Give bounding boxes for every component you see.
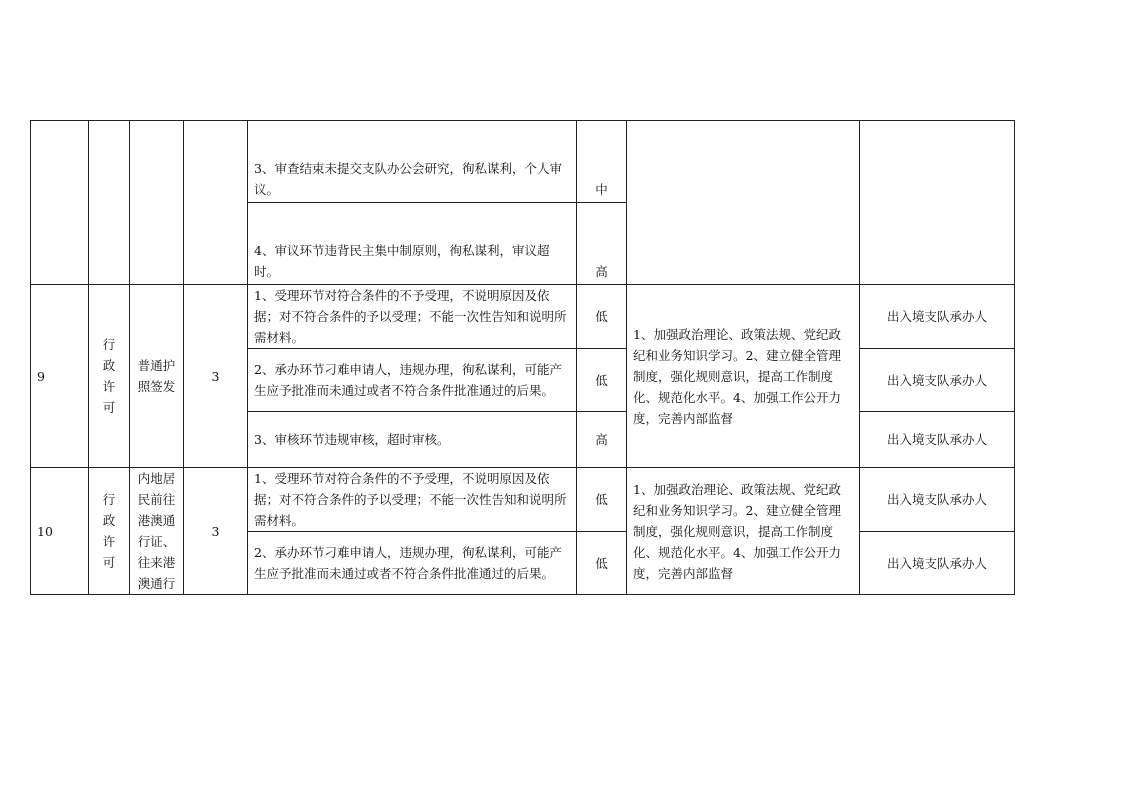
item-name-line: 港澳通 <box>137 513 176 528</box>
row-number: 10 <box>31 468 89 595</box>
risk-level: 低 <box>577 532 627 595</box>
category-cell <box>89 285 130 468</box>
responsible-party: 出入境支队承办人 <box>860 412 1015 468</box>
item-name-line: 澳通行 <box>137 576 176 591</box>
category-char: 行 <box>102 492 116 507</box>
responsible-party: 出入境支队承办人 <box>860 349 1015 412</box>
item-name-line: 照签发 <box>137 379 176 394</box>
category-char: 许 <box>102 379 116 394</box>
risk-level: 低 <box>577 349 627 412</box>
category-char: 可 <box>102 400 116 415</box>
risk-description: 1、受理环节对符合条件的不予受理，不说明原因及依据；对不符合条件的予以受理；不能一次性告知和说明所需材料。 <box>248 285 577 349</box>
count-cell-empty <box>184 121 248 285</box>
risk-table <box>30 120 1015 595</box>
item-name-line: 行证、 <box>137 534 176 549</box>
item-name-cell <box>130 285 184 468</box>
risk-level: 低 <box>577 468 627 532</box>
risk-level: 中 <box>577 121 627 203</box>
risk-level: 高 <box>577 203 627 285</box>
item-name-line: 内地居 <box>137 471 176 486</box>
row-number: 9 <box>31 285 89 468</box>
measures-cell-empty <box>627 121 860 285</box>
item-name-line: 民前往 <box>137 492 176 507</box>
category-cell-empty <box>89 121 130 285</box>
number-cell-empty <box>31 121 89 285</box>
risk-description: 1、受理环节对符合条件的不予受理，不说明原因及依据；对不符合条件的予以受理；不能一次性告知和说明所需材料。 <box>248 468 577 532</box>
table-row <box>31 468 1015 532</box>
responsible-party: 出入境支队承办人 <box>860 285 1015 349</box>
table-row <box>31 285 1015 349</box>
risk-description: 4、审议环节违背民主集中制原则，徇私谋利，审议超时。 <box>248 203 577 285</box>
risk-level: 低 <box>577 285 627 349</box>
category-char: 政 <box>102 513 116 528</box>
risk-count: 3 <box>184 285 248 468</box>
owner-cell-empty <box>860 121 1015 285</box>
item-cell-empty <box>130 121 184 285</box>
category-char: 许 <box>102 534 116 549</box>
risk-description: 3、审核环节违规审核，超时审核。 <box>248 412 577 468</box>
item-name-line: 普通护 <box>137 358 176 373</box>
prevention-measures: 1、加强政治理论、政策法规、党纪政纪和业务知识学习。2、建立健全管理制度，强化规则意识，提高工作制度化、规范化水平。4、加强工作公开力度，完善内部监督 <box>627 285 860 468</box>
category-char: 政 <box>102 358 116 373</box>
category-char: 行 <box>102 337 116 352</box>
item-name-cell <box>130 468 184 595</box>
category-char: 可 <box>102 555 116 570</box>
continuation-row <box>31 121 1015 203</box>
responsible-party: 出入境支队承办人 <box>860 468 1015 532</box>
risk-count: 3 <box>184 468 248 595</box>
risk-description: 3、审查结束未提交支队办公会研究，徇私谋利，个人审议。 <box>248 121 577 203</box>
risk-description: 2、承办环节刁难申请人，违规办理，徇私谋利，可能产生应予批准而未通过或者不符合条件批准通过的后果。 <box>248 532 577 595</box>
responsible-party: 出入境支队承办人 <box>860 532 1015 595</box>
risk-description: 2、承办环节刁难申请人，违规办理，徇私谋利，可能产生应予批准而未通过或者不符合条件批准通过的后果。 <box>248 349 577 412</box>
category-cell <box>89 468 130 595</box>
risk-level: 高 <box>577 412 627 468</box>
prevention-measures: 1、加强政治理论、政策法规、党纪政纪和业务知识学习。2、建立健全管理制度，强化规则意识，提高工作制度化、规范化水平。4、加强工作公开力度，完善内部监督 <box>627 468 860 595</box>
item-name-line: 往来港 <box>137 555 176 570</box>
